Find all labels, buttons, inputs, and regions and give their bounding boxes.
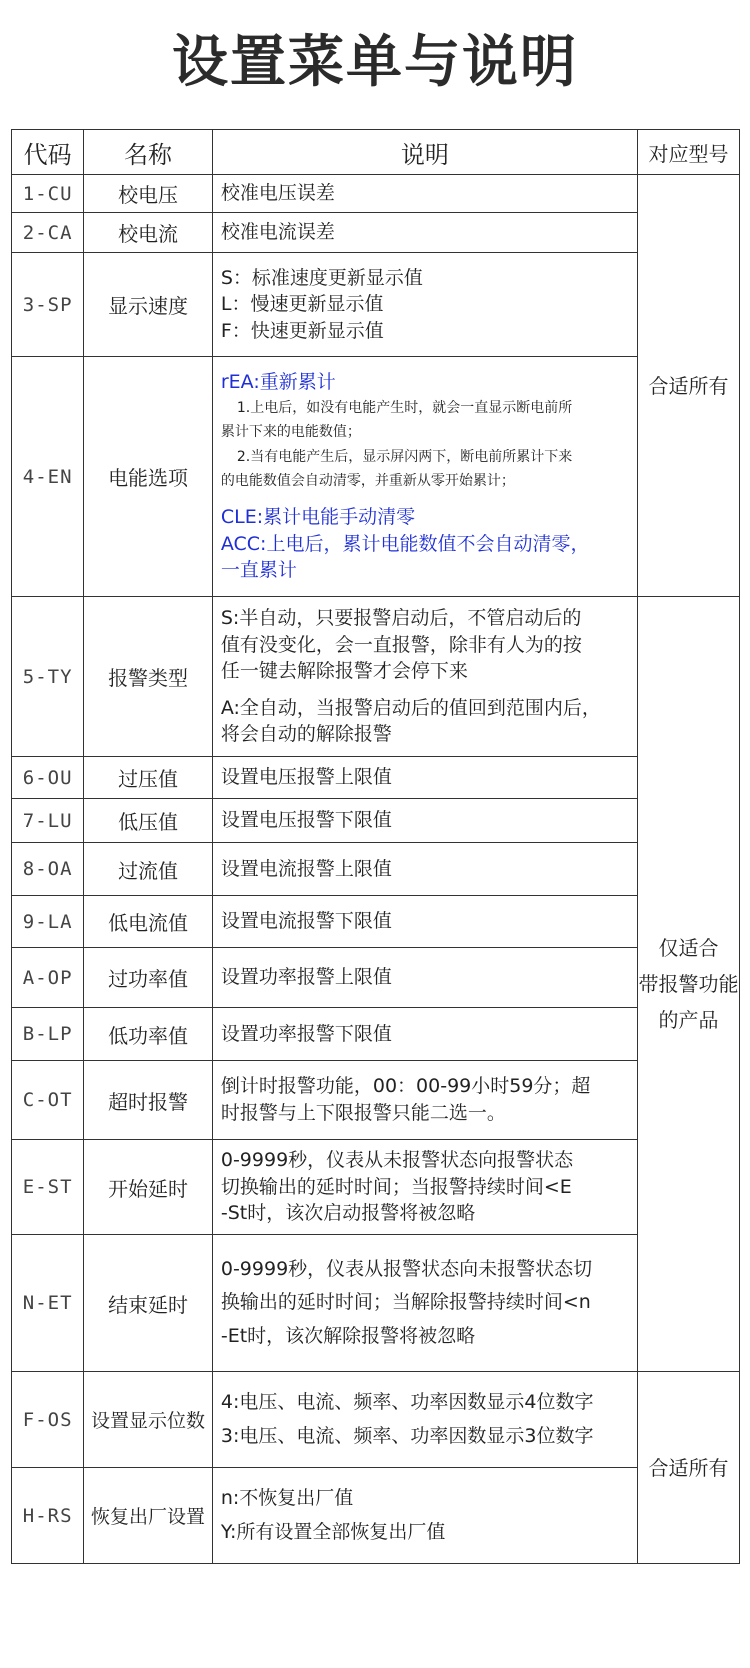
row-name: 开始延时 [84, 1140, 213, 1235]
row-code: 7-LU [12, 799, 84, 843]
table-row [12, 175, 740, 213]
row-name: 电能选项 [84, 357, 213, 597]
row-name: 恢复出厂设置 [84, 1468, 213, 1564]
model-alarm-only: 仅适合 带报警功能 的产品 [637, 597, 739, 1372]
table-row [12, 1468, 740, 1564]
header-desc: 说明 [212, 130, 637, 175]
cle-option: CLE:累计电能手动清零 [220, 505, 416, 528]
row-code: 4-EN [12, 357, 84, 597]
row-desc: 设置电压报警上限值 [212, 757, 637, 799]
row-code: 2-CA [12, 213, 84, 253]
row-desc: n:不恢复出厂值 Y:所有设置全部恢复出厂值 [212, 1468, 637, 1564]
acc-option-2: 一直累计 [220, 559, 297, 582]
row-name: 超时报警 [84, 1061, 213, 1140]
row-code: B-LP [12, 1008, 84, 1061]
table-row [12, 799, 740, 843]
table-row [12, 948, 740, 1008]
row-desc: 校准电压误差 [212, 175, 637, 213]
table-row [12, 1372, 740, 1468]
row-desc: 设置功率报警下限值 [212, 1008, 637, 1061]
row-name: 过压值 [84, 757, 213, 799]
rea-title: rEA:重新累计 [220, 371, 336, 394]
table-row [12, 213, 740, 253]
row-desc: 0-9999秒，仪表从报警状态向未报警状态切 换输出的延时时间；当解除报警持续时间<n -Et时，该次解除报警将被忽略 [212, 1235, 637, 1372]
row-name: 低功率值 [84, 1008, 213, 1061]
row-code: C-OT [12, 1061, 84, 1140]
row-code: 3-SP [12, 253, 84, 357]
table-row [12, 253, 740, 357]
row-desc: S:半自动，只要报警启动后，不管启动后的 值有没变化，会一直报警，除非有人为的按 任一键去解除报警才会停下来 A:全自动，当报警启动后的值回到范围内后， 将会自动的解除报警 [212, 597, 637, 757]
table-row [12, 1140, 740, 1235]
acc-option-1: ACC:上电后，累计电能数值不会自动清零， [220, 532, 590, 555]
table-row [12, 357, 740, 597]
row-desc: 倒计时报警功能，00：00-99小时59分；超 时报警与上下限报警只能二选一。 [212, 1061, 637, 1140]
row-name: 报警类型 [84, 597, 213, 757]
row-desc: S：标准速度更新显示值 L：慢速更新显示值 F：快速更新显示值 [212, 253, 637, 357]
table-row [12, 843, 740, 896]
row-desc: 设置电流报警上限值 [212, 843, 637, 896]
row-desc: 设置电流报警下限值 [212, 896, 637, 948]
row-name: 显示速度 [84, 253, 213, 357]
table-row [12, 1008, 740, 1061]
table-row [12, 896, 740, 948]
row-code: N-ET [12, 1235, 84, 1372]
row-code: 9-LA [12, 896, 84, 948]
header-name: 名称 [84, 130, 213, 175]
row-name: 低电流值 [84, 896, 213, 948]
row-code: 1-CU [12, 175, 84, 213]
row-code: H-RS [12, 1468, 84, 1564]
row-name: 低压值 [84, 799, 213, 843]
row-desc: 校准电流误差 [212, 213, 637, 253]
row-name: 校电流 [84, 213, 213, 253]
table-row [12, 757, 740, 799]
table-header-row [12, 130, 740, 175]
row-code: F-OS [12, 1372, 84, 1468]
header-model: 对应型号 [637, 130, 739, 175]
row-name: 过流值 [84, 843, 213, 896]
row-desc: 4:电压、电流、频率、功率因数显示4位数字 3:电压、电流、频率、功率因数显示3位数字 [212, 1372, 637, 1468]
row-desc: 设置电压报警下限值 [212, 799, 637, 843]
table-row [12, 597, 740, 757]
row-name: 过功率值 [84, 948, 213, 1008]
page-title: 设置菜单与说明 [172, 30, 578, 95]
row-code: 6-OU [12, 757, 84, 799]
row-name: 结束延时 [84, 1235, 213, 1372]
row-code: 5-TY [12, 597, 84, 757]
row-code: 8-OA [12, 843, 84, 896]
table-row [12, 1235, 740, 1372]
row-desc: rEA:重新累计 1.上电后，如没有电能产生时，就会一直显示断电前所 累计下来的电能数值； 2.当有电能产生后，显示屏闪两下，断电前所累计下来 的电能数值会自动清零，并重新从零开始累计； CLE:累计电能手动清零 ACC:上电后，累计电能数值不会自动清零， 一直累计 [212, 357, 637, 597]
table-row [12, 1061, 740, 1140]
row-desc: 设置功率报警上限值 [212, 948, 637, 1008]
row-code: A-OP [12, 948, 84, 1008]
row-desc: 0-9999秒，仪表从未报警状态向报警状态 切换输出的延时时间；当报警持续时间<E -St时，该次启动报警将被忽略 [212, 1140, 637, 1235]
model-all-1: 合适所有 [637, 175, 739, 597]
row-name: 设置显示位数 [84, 1372, 213, 1468]
settings-table [11, 129, 740, 1564]
model-all-2: 合适所有 [637, 1372, 739, 1564]
row-name: 校电压 [84, 175, 213, 213]
header-code: 代码 [12, 130, 84, 175]
row-code: E-ST [12, 1140, 84, 1235]
